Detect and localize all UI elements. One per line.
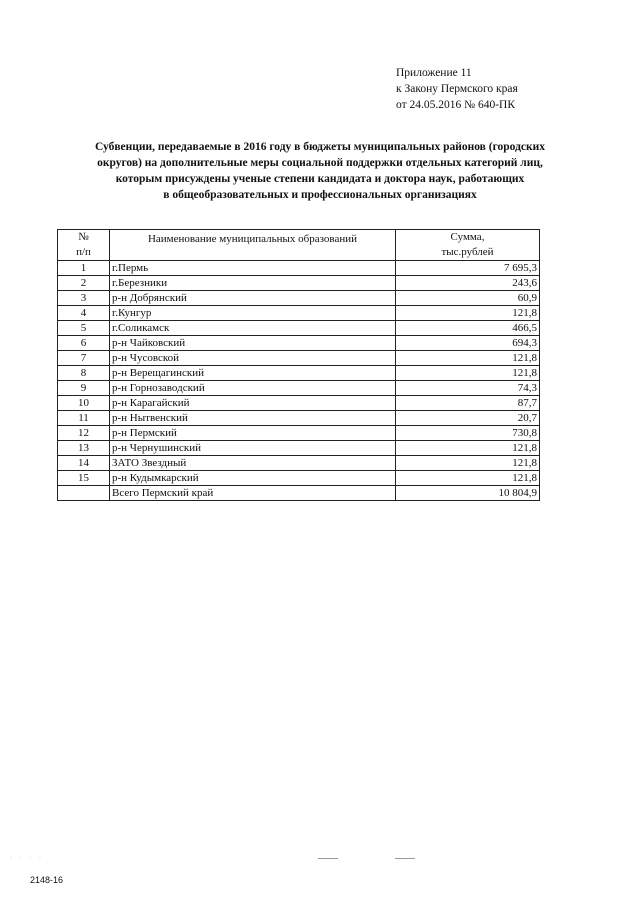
table-row [58, 306, 540, 321]
row-sum-cell: 121,8 [396, 351, 540, 366]
row-name-cell: р-н Кудымкарский [110, 471, 396, 486]
table-row [58, 456, 540, 471]
header-num-line-1: № [78, 231, 89, 243]
row-num-cell: 6 [58, 336, 110, 351]
scan-artifact-mark [318, 858, 338, 859]
row-name-cell: р-н Чусовской [110, 351, 396, 366]
header-sum [396, 230, 540, 261]
title-line-3: которым присуждены ученые степени кандидата и доктора наук, работающих [115, 173, 525, 185]
header-sum-line-2: тыс.рублей [441, 246, 494, 258]
table-row [58, 426, 540, 441]
row-name-cell: г.Соликамск [110, 321, 396, 336]
row-num-cell [58, 486, 110, 501]
document-code: 2148-16 [30, 875, 64, 885]
row-sum-cell: 121,8 [396, 471, 540, 486]
row-sum-cell: 243,6 [396, 276, 540, 291]
table-row [58, 351, 540, 366]
table-row [58, 261, 540, 276]
row-sum-cell: 121,8 [396, 456, 540, 471]
table-row [58, 366, 540, 381]
header-sum-line-1: Сумма, [450, 231, 485, 243]
row-name-cell: р-н Карагайский [110, 396, 396, 411]
annex-reference [396, 65, 518, 113]
row-name-cell: р-н Чайковский [110, 336, 396, 351]
annex-line-1: Приложение 11 [396, 67, 472, 79]
table-row [58, 441, 540, 456]
table-row [58, 321, 540, 336]
row-num-cell: 8 [58, 366, 110, 381]
title-line-1: Субвенции, передаваемые в 2016 году в бюджеты муниципальных районов (городских [94, 141, 546, 153]
row-name-cell: р-н Верещагинский [110, 366, 396, 381]
annex-line-2: к Закону Пермского края [396, 83, 518, 95]
header-num-line-2: п/п [76, 246, 91, 258]
title-line-2: округов) на дополнительные меры социальной поддержки отдельных категорий лиц, [97, 157, 543, 169]
table-row [58, 291, 540, 306]
row-name-cell: ЗАТО Звездный [110, 456, 396, 471]
row-num-cell: 15 [58, 471, 110, 486]
document-title [60, 139, 580, 203]
row-num-cell: 9 [58, 381, 110, 396]
row-sum-cell: 7 695,3 [396, 261, 540, 276]
subventions-table [57, 229, 540, 501]
row-sum-cell: 121,8 [396, 366, 540, 381]
row-name-cell: р-н Чернушинский [110, 441, 396, 456]
row-num-cell: 12 [58, 426, 110, 441]
table-row [58, 411, 540, 426]
table-header-row [58, 230, 540, 261]
header-num [58, 230, 110, 261]
row-name-cell: г.Кунгур [110, 306, 396, 321]
row-sum-cell: 20,7 [396, 411, 540, 426]
table-body [58, 261, 540, 501]
row-sum-cell: 74,3 [396, 381, 540, 396]
row-num-cell: 3 [58, 291, 110, 306]
row-sum-cell: 466,5 [396, 321, 540, 336]
row-num-cell: 13 [58, 441, 110, 456]
annex-line-3: от 24.05.2016 № 640-ПК [396, 99, 516, 111]
row-num-cell: 7 [58, 351, 110, 366]
scan-artifact-mark [395, 858, 415, 859]
scan-artifact-dots: · · · · [10, 855, 44, 861]
row-name-cell: г.Пермь [110, 261, 396, 276]
row-sum-cell: 60,9 [396, 291, 540, 306]
table-row [58, 336, 540, 351]
row-num-cell: 1 [58, 261, 110, 276]
row-num-cell: 10 [58, 396, 110, 411]
table-total-row [58, 486, 540, 501]
row-sum-cell: 121,8 [396, 306, 540, 321]
row-sum-cell: 10 804,9 [396, 486, 540, 501]
row-num-cell: 14 [58, 456, 110, 471]
row-num-cell: 4 [58, 306, 110, 321]
row-name-cell: р-н Горнозаводский [110, 381, 396, 396]
title-line-4: в общеобразовательных и профессиональных организациях [163, 189, 477, 201]
row-sum-cell: 730,8 [396, 426, 540, 441]
row-name-cell: г.Березники [110, 276, 396, 291]
row-sum-cell: 694,3 [396, 336, 540, 351]
row-sum-cell: 87,7 [396, 396, 540, 411]
table-row [58, 381, 540, 396]
row-num-cell: 5 [58, 321, 110, 336]
row-num-cell: 11 [58, 411, 110, 426]
table-row [58, 396, 540, 411]
row-num-cell: 2 [58, 276, 110, 291]
row-name-cell: р-н Пермский [110, 426, 396, 441]
row-name-cell: р-н Добрянский [110, 291, 396, 306]
row-name-cell: Всего Пермский край [110, 486, 396, 501]
header-name: Наименование муниципальных образований [110, 230, 396, 261]
row-sum-cell: 121,8 [396, 441, 540, 456]
row-name-cell: р-н Нытвенский [110, 411, 396, 426]
table-row [58, 276, 540, 291]
table-row [58, 471, 540, 486]
